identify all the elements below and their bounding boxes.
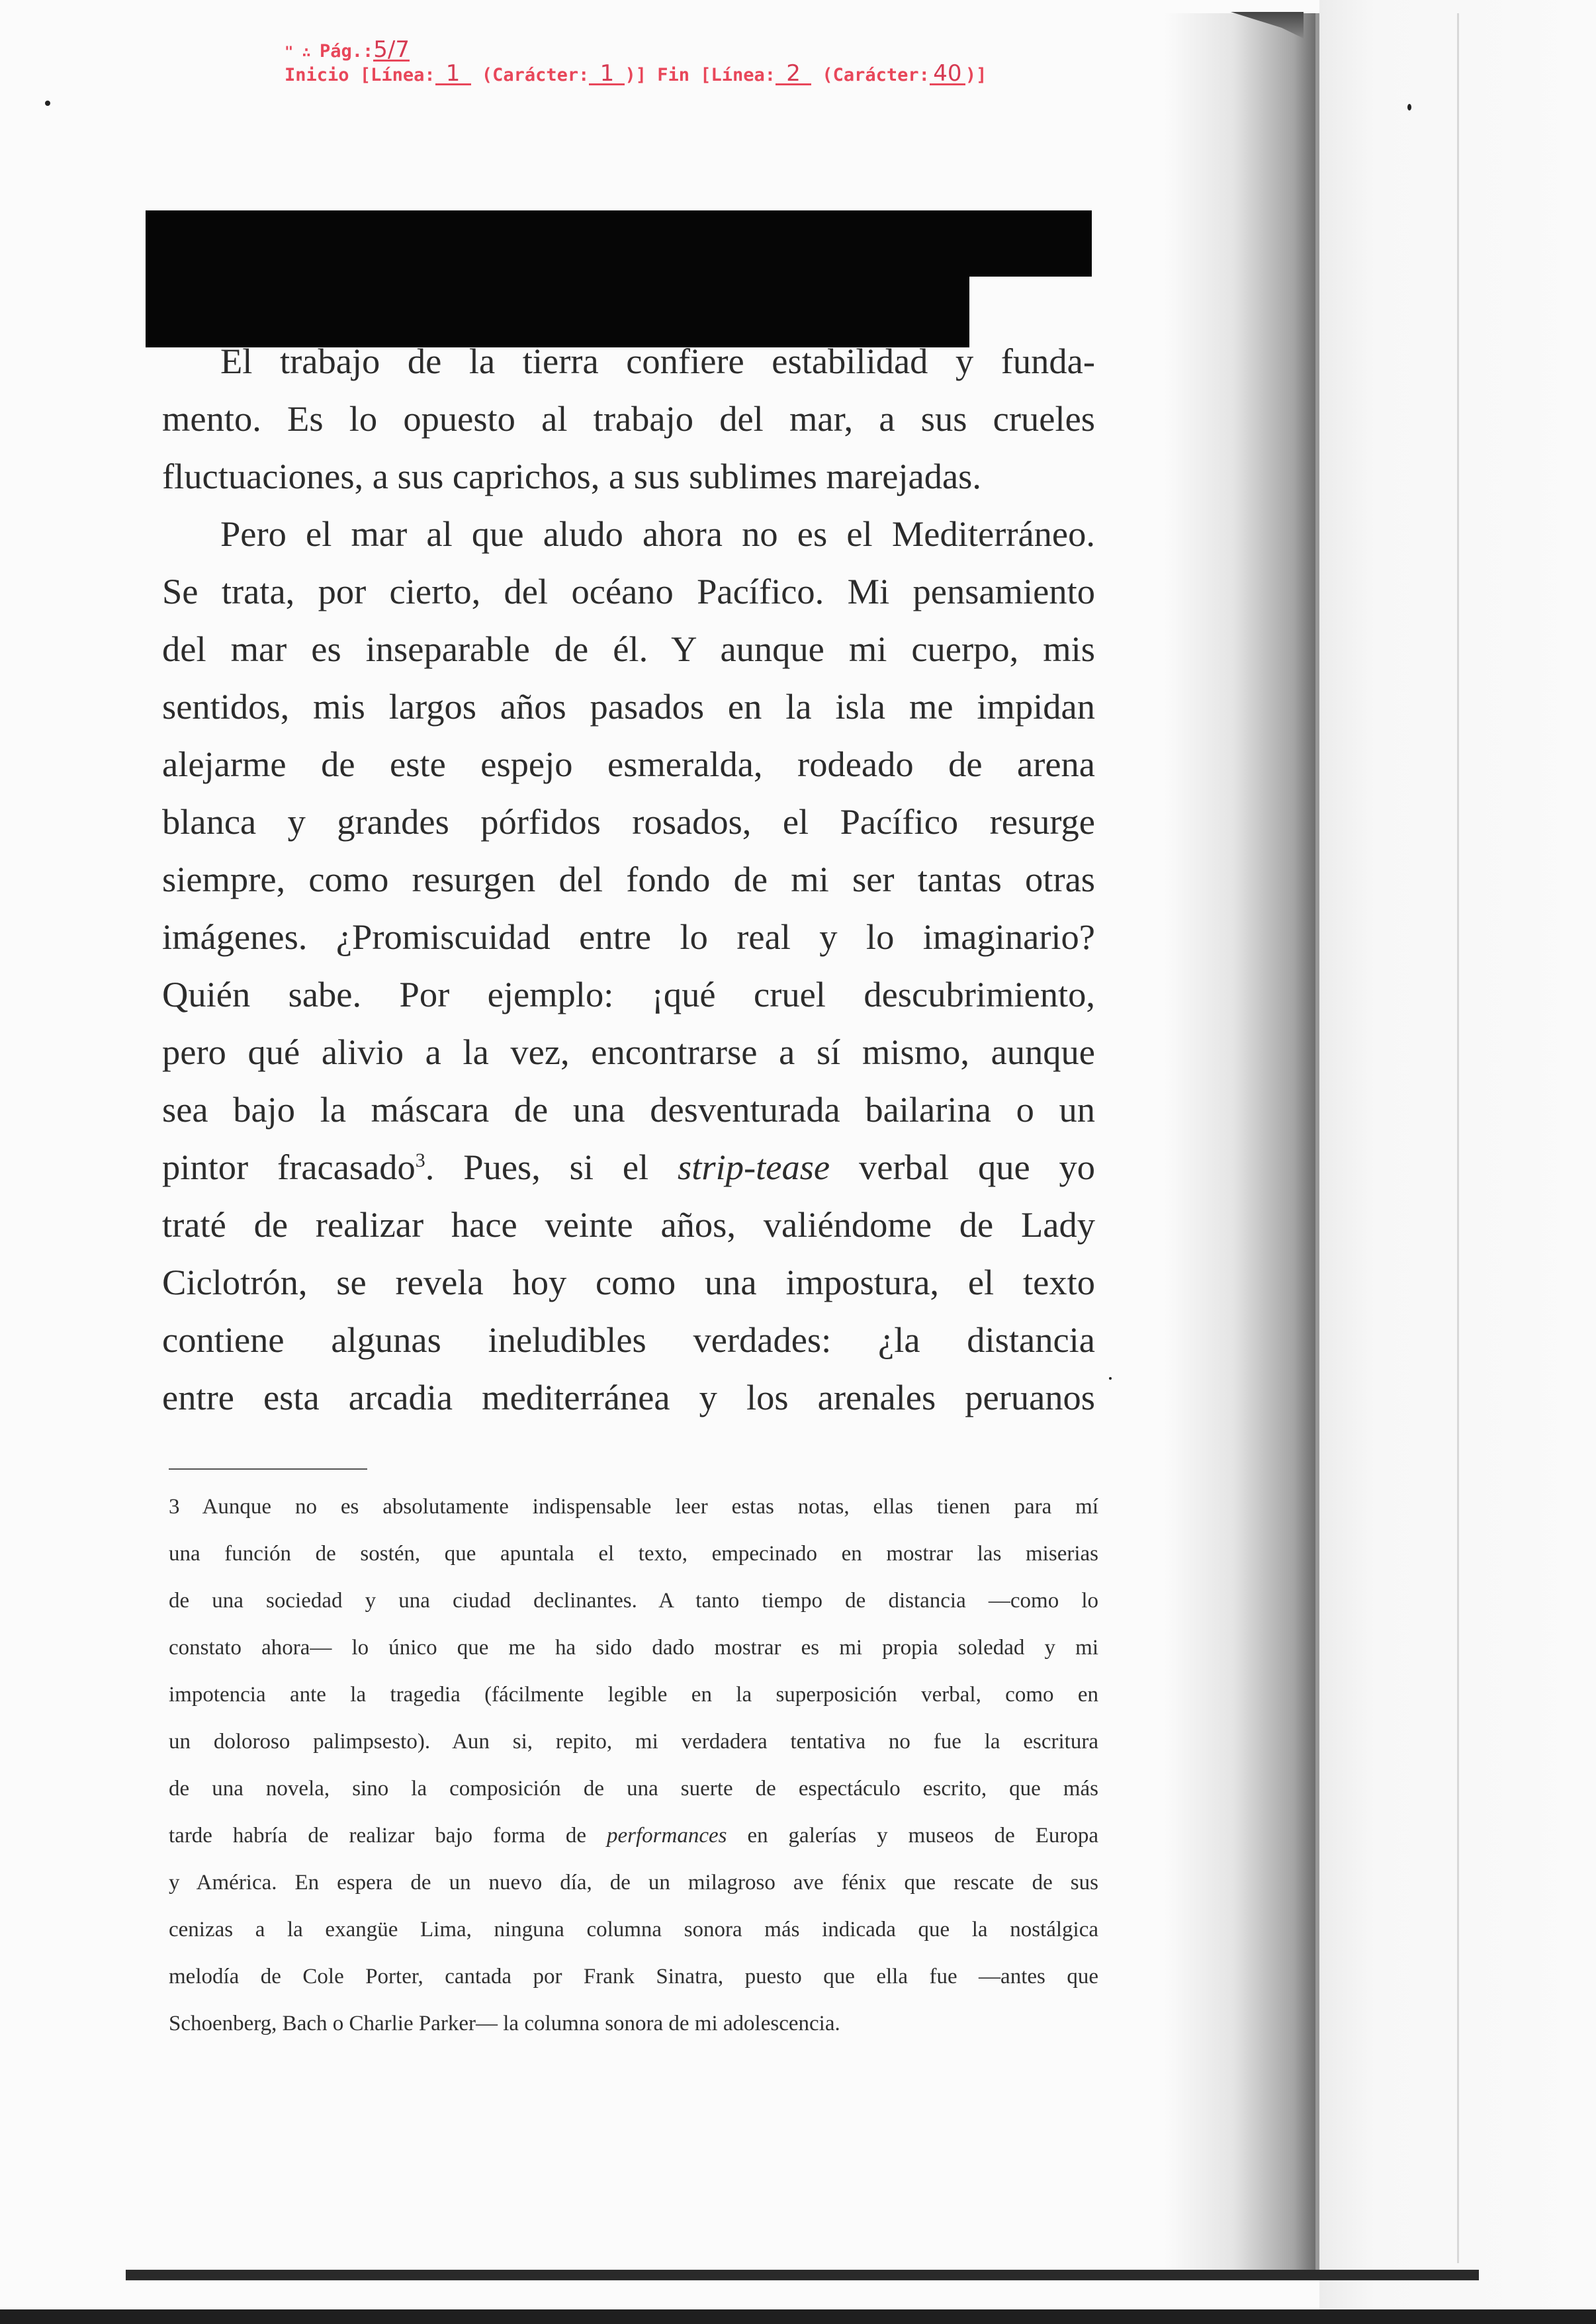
scan-border [0,2309,1596,2324]
text-line: El trabajo de la tierra confiere estabilidad y funda- [220,341,1095,381]
footnote-line: constato ahora— lo único que me ha sido dado mostrar es mi propia soledad y mi [169,1636,1098,1660]
text-run: . Pues, si el [425,1147,678,1187]
fin-caracter-value: 40 [930,64,965,85]
scan-speck [1109,1377,1112,1380]
caracter-label: (Carácter: [822,65,930,85]
text-line: fluctuaciones, a sus caprichos, a sus sublimes marejadas. [162,456,982,496]
footnote [169,1484,1098,2047]
linea-label: [Línea: [359,65,435,85]
linea-label: [Línea: [700,65,776,85]
footnote-line: cenizas a la exangüe Lima, ninguna columna sonora más indicada que la nostálgica [169,1918,1098,1942]
text-line: siempre, como resurgen del fondo de mi ser tantas otras [162,859,1095,899]
text-line: del mar es inseparable de él. Y aunque mi cuerpo, mis [162,629,1095,669]
inicio-caracter-value: 1 [589,64,625,85]
footnote-line: impotencia ante la tragedia (fácilmente legible en la superposición verbal, como en [169,1683,1098,1707]
adjacent-page-edge [1457,13,1459,2263]
text-line: Se trata, por cierto, del océano Pacífico. Mi pensamiento [162,571,1095,611]
text-line: sea bajo la máscara de una desventurada bailarina o un [162,1089,1095,1130]
footnote-line: de una sociedad y una ciudad declinantes. A tanto tiempo de distancia —como lo [169,1589,1098,1613]
text-line: Quién sabe. Por ejemplo: ¡qué cruel descubrimiento, [162,974,1095,1014]
pag-label: Pág.: [319,41,374,62]
reference-stamp: " ∴ Pág.:5/7 Inicio [Línea: 1 (Carácter: 1 )] Fin [Línea: 2 (Carácter: 40 )] [285,36,987,87]
italic-term: performances [607,1824,727,1848]
text-line: imágenes. ¿Promiscuidad entre lo real y lo imaginario? [162,916,1095,957]
fin-label: Fin [657,65,689,85]
footnote-rule [169,1468,367,1470]
footnote-line [169,1812,1098,1859]
fin-linea-value: 2 [776,64,811,85]
text-run: verbal que yo [830,1147,1095,1187]
redaction-block [146,210,1092,277]
footnote-line: Schoenberg, Bach o Charlie Parker— la columna sonora de mi adolescencia. [169,2012,840,2035]
footnote-line: de una novela, sino la composición de una suerte de espectáculo escrito, que más [169,1777,1098,1801]
footnote-line: un doloroso palimpsesto). Aun si, repito, mi verdadera tentativa no fue la escritura [169,1730,1098,1754]
text-line: Pero el mar al que aludo ahora no es el Mediterráneo. [220,514,1095,554]
footnote-line: 3 Aunque no es absolutamente indispensable leer estas notas, ellas tienen para mí [169,1495,1098,1519]
binding-shadow [1165,13,1317,2276]
text-line: traté de realizar hace veinte años, valiéndome de Lady [162,1204,1095,1245]
text-run: pintor fracasado [162,1147,416,1187]
footnote-line: y América. En espera de un nuevo día, de un milagroso ave fénix que rescate de sus [169,1871,1098,1895]
caracter-label: (Carácter: [481,65,590,85]
text-line: contiene algunas ineludibles verdades: ¿la distancia [162,1319,1095,1360]
text-line: pero qué alivio a la vez, encontrarse a sí mismo, aunque [162,1032,1095,1072]
scan-speck [1407,104,1411,111]
text-run: en galerías y museos de Europa [727,1824,1098,1848]
text-line: entre esta arcadia mediterránea y los arenales peruanos [162,1377,1095,1417]
text-line: mento. Es lo opuesto al trabajo del mar, a sus crueles [162,398,1095,439]
inicio-label: Inicio [285,65,349,85]
text-line [162,1138,1095,1196]
text-line: Ciclotrón, se revela hoy como una impostura, el texto [162,1262,1095,1302]
bracket-close: )] [965,65,987,85]
text-line: blanca y grandes pórfidos rosados, el Pacífico resurge [162,801,1095,842]
inicio-linea-value: 1 [435,64,471,85]
pag-value: 5/7 [373,36,410,63]
italic-term: strip-tease [678,1147,830,1187]
footnote-line: melodía de Cole Porter, cantada por Frank Sinatra, puesto que ella fue —antes que [169,1965,1098,1989]
bracket-close: )] [625,65,646,85]
text-run: tarde habría de realizar bajo forma de [169,1824,607,1848]
footnote-line: una función de sostén, que apuntala el texto, empecinado en mostrar las miserias [169,1542,1098,1566]
footnote-marker: 3 [415,1149,425,1171]
scan-bottom-edge [126,2270,1479,2280]
scan-speck [45,101,50,106]
text-line: alejarme de este espejo esmeralda, rodeado de arena [162,744,1095,784]
body-text [162,332,1095,1426]
text-line: sentidos, mis largos años pasados en la isla me impidan [162,686,1095,727]
